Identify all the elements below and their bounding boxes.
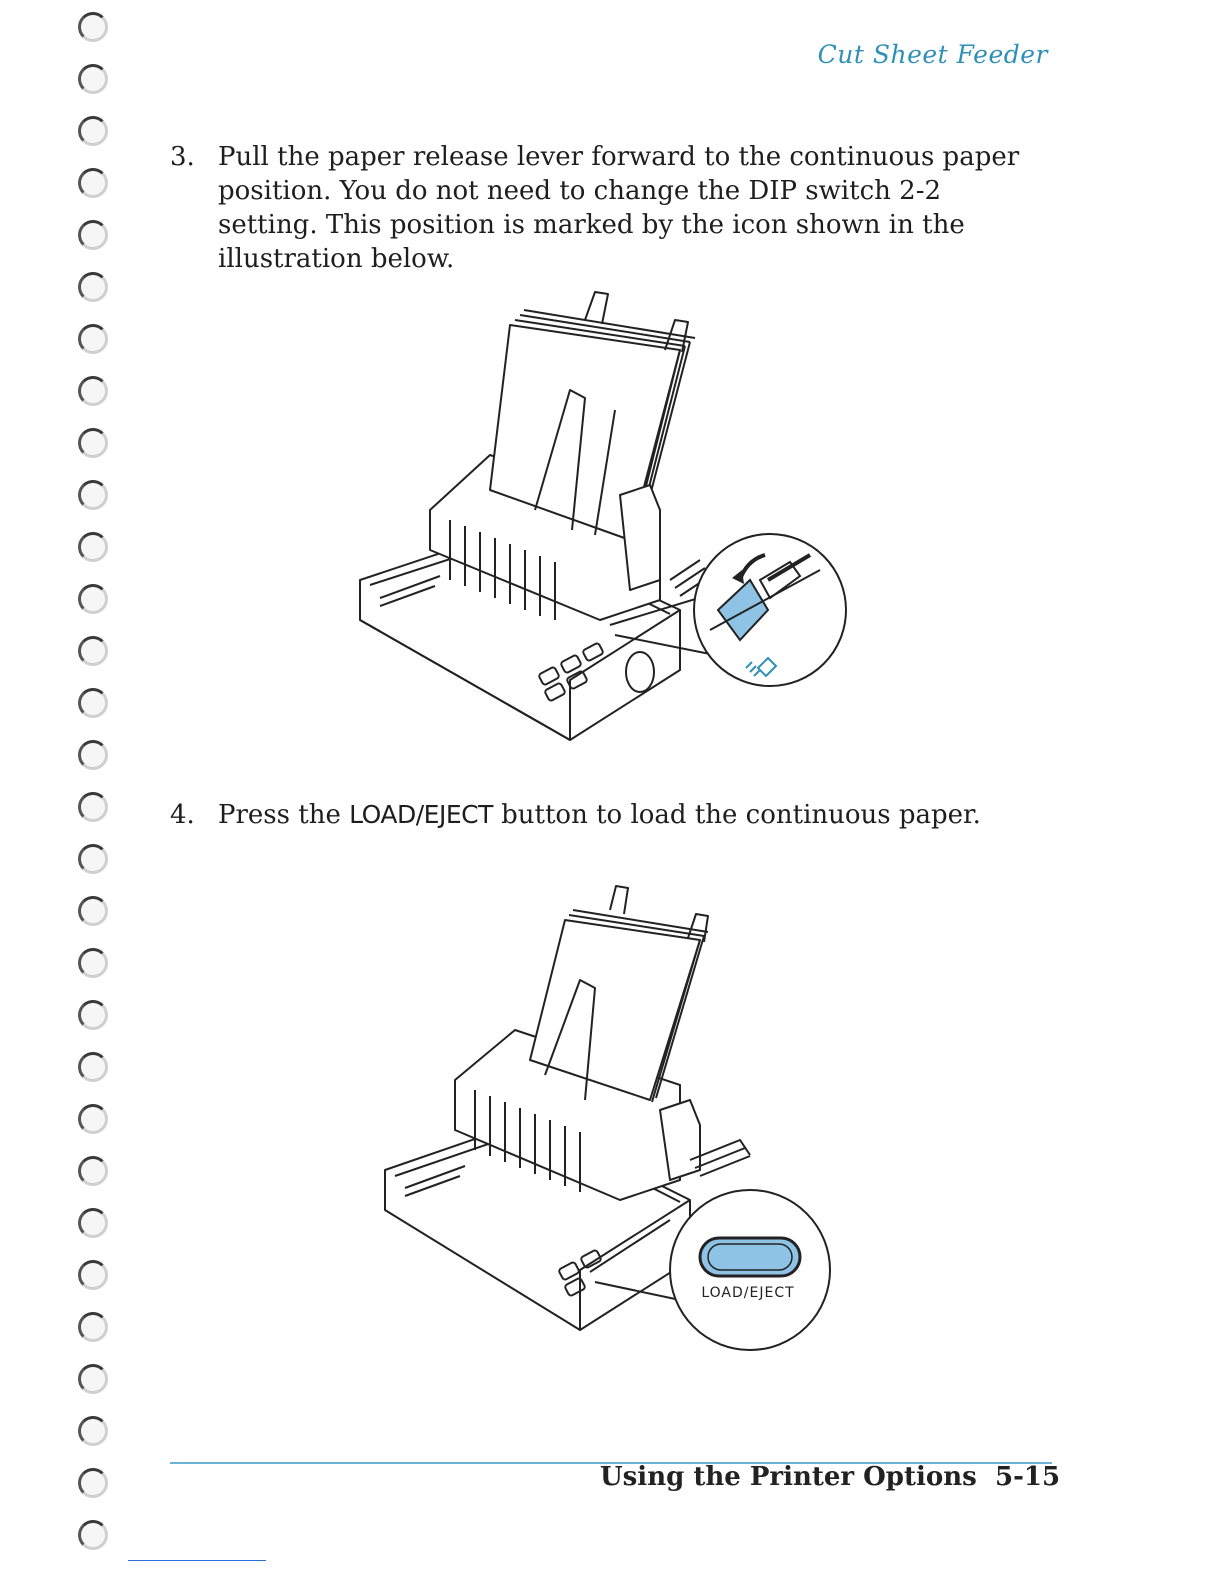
printer-lever-illustration: [340, 280, 860, 750]
load-eject-button-name: LOAD/EJECT: [349, 800, 493, 829]
binding-hole: [78, 532, 108, 562]
binding-hole: [78, 1364, 108, 1394]
binding-hole: [78, 220, 108, 250]
load-eject-callout-label: LOAD/EJECT: [701, 1285, 795, 1301]
binding-hole: [78, 1260, 108, 1290]
binding-hole: [78, 792, 108, 822]
spiral-binding: [78, 0, 118, 1584]
binding-hole: [78, 1156, 108, 1186]
binding-hole: [78, 688, 108, 718]
bottom-edge-line: [128, 1560, 266, 1561]
binding-hole: [78, 1416, 108, 1446]
binding-hole: [78, 1000, 108, 1030]
load-eject-callout: [670, 1190, 830, 1350]
printer-load-eject-illustration: [370, 880, 850, 1360]
binding-hole: [78, 636, 108, 666]
binding-hole: [78, 12, 108, 42]
step-number: 3.: [170, 142, 195, 172]
binding-hole: [78, 1052, 108, 1082]
lever-callout: [694, 534, 846, 686]
binding-hole: [78, 64, 108, 94]
step-4: [170, 798, 1040, 832]
binding-hole: [78, 116, 108, 146]
step-3: [170, 140, 1040, 276]
footer-section-title: Using the Printer Options: [600, 1462, 977, 1492]
binding-hole: [78, 324, 108, 354]
step-text: [218, 798, 1040, 832]
step-text: Pull the paper release lever forward to the continuous paper position. You do not need to change the DIP switch 2-2 setting. This position is marked by the icon shown in the illustration below.: [218, 142, 1020, 274]
step-number: 4.: [170, 800, 195, 830]
binding-hole: [78, 480, 108, 510]
binding-hole: [78, 272, 108, 302]
binding-hole: [78, 428, 108, 458]
binding-hole: [78, 1312, 108, 1342]
binding-hole: [78, 948, 108, 978]
running-head: Cut Sheet Feeder: [817, 40, 1048, 69]
binding-hole: [78, 1520, 108, 1550]
binding-hole: [78, 1104, 108, 1134]
step-text-after: button to load the continuous paper.: [492, 800, 981, 830]
binding-hole: [78, 844, 108, 874]
binding-hole: [78, 1468, 108, 1498]
binding-hole: [78, 1208, 108, 1238]
binding-hole: [78, 376, 108, 406]
footer-page-number: 5-15: [995, 1462, 1061, 1492]
binding-hole: [78, 896, 108, 926]
step-text-before: Press the: [218, 800, 350, 830]
binding-hole: [78, 740, 108, 770]
binding-hole: [78, 168, 108, 198]
binding-hole: [78, 584, 108, 614]
